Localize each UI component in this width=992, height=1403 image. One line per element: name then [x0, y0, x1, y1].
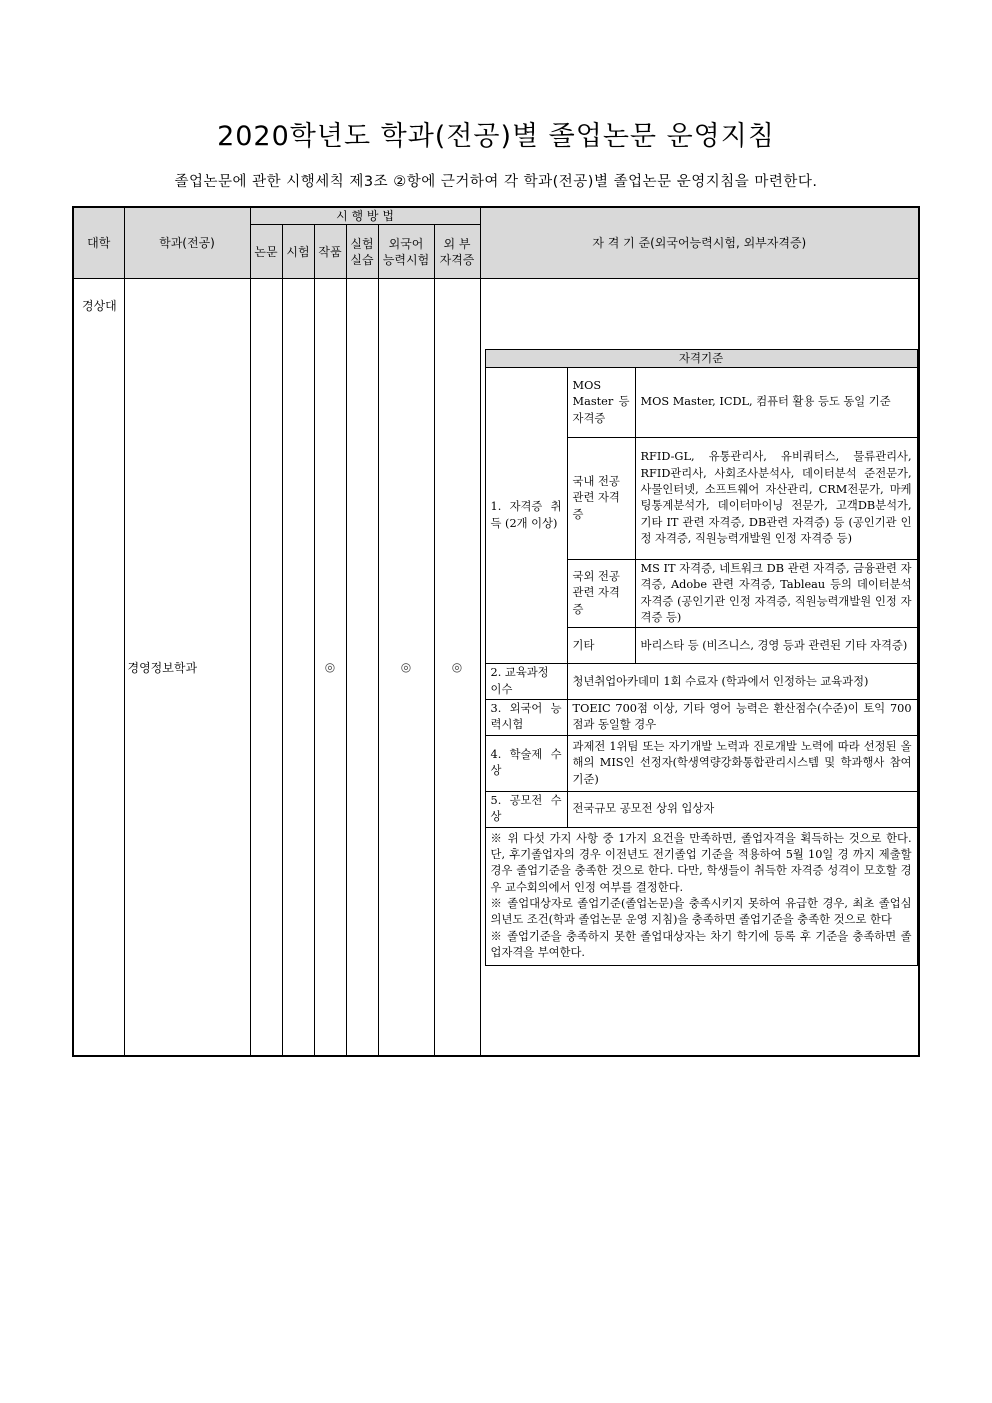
college-header: 대학: [73, 207, 124, 279]
criteria-table-header: 자격기준: [485, 350, 917, 368]
cert-desc: MS IT 자격증, 네트워크 DB 관련 자격증, 금융관련 자격증, Adobe 관련 자격증, Tableau 등의 데이터분석 자격증 (공인기관 인정 자격증, 직원능력개발원 인정 자격증 등): [635, 559, 917, 628]
department-cell: 경영정보학과: [124, 279, 250, 1056]
college-cell: 경상대: [73, 279, 124, 1056]
criteria-item-label: 2. 교육과정 이수: [485, 664, 567, 700]
method-header-certificate: 외 부 자격증: [434, 225, 480, 279]
note-line: ※ 졸업기준을 충족하지 못한 졸업대상자는 차기 학기에 등록 후 기준을 충족하면 졸업자격을 부여한다.: [490, 929, 912, 960]
criteria-header: 자 격 기 준(외국어능력시험, 외부자격증): [480, 207, 919, 279]
cert-type: MOS Master 등 자격증: [567, 367, 635, 437]
cert-type: 국내 전공관련 자격증: [567, 437, 635, 559]
cert-desc: 바리스타 등 (비즈니스, 경영 등과 관련된 기타 자격증): [635, 628, 917, 664]
criteria-item-desc: 과제전 1위팀 또는 자기개발 노력과 진로개발 노력에 따라 선정된 올해의 MIS인 선정자(학생역량강화통합관리시스템 및 학과행사 참여 기준): [567, 735, 917, 791]
criteria-item-desc: 청년취업아카데미 1회 수료자 (학과에서 인정하는 교육과정): [567, 664, 917, 700]
page-subtitle: 졸업논문에 관한 시행세칙 제3조 ②항에 근거하여 각 학과(전공)별 졸업논문 운영지침을 마련한다.: [174, 174, 818, 190]
method-header-work: 작품: [314, 225, 346, 279]
method-header-language: 외국어 능력시험: [378, 225, 434, 279]
guideline-table: [72, 206, 920, 1057]
criteria-item-desc: TOEIC 700점 이상, 기타 영어 능력은 환산점수(수준)이 토익 700점과 동일할 경우: [567, 700, 917, 736]
criteria-notes: [485, 827, 917, 965]
mark-work: ◎: [314, 279, 346, 1056]
cert-desc: MOS Master, ICDL, 컴퓨터 활용 등도 동일 기준: [635, 367, 917, 437]
cert-type: 국외 전공관련 자격증: [567, 559, 635, 628]
criteria-item-label: 5. 공모전 수상: [485, 791, 567, 827]
method-group-header: 시 행 방 법: [250, 207, 480, 225]
mark-exam: [282, 279, 314, 1056]
mark-lab: [346, 279, 378, 1056]
mark-thesis: [250, 279, 282, 1056]
cert-desc: RFID-GL, 유통관리사, 유비쿼터스, 물류관리사, RFID관리사, 사회조사분석사, 데이터분석 준전문가, 사물인터넷, 소프트웨어 자산관리, CRM전문가, 마케팅통계분석가, 데이터마이닝 전문가, 고객DB분석가, 기타 IT 관련 자격증, DB관련 자격증) 등 (공인기관 인정 자격증, 직원능력개발원 인정 자격증 등): [635, 437, 917, 559]
criteria-cell: [480, 279, 919, 1056]
criteria-item-desc: 전국규모 공모전 상위 입상자: [567, 791, 917, 827]
criteria-table: [485, 349, 918, 965]
criteria-item-label: 1. 자격증 취득 (2개 이상): [485, 367, 567, 664]
mark-language: ◎: [378, 279, 434, 1056]
department-header: 학과(전공): [124, 207, 250, 279]
method-header-lab: 실험 실습: [346, 225, 378, 279]
note-line: ※ 위 다섯 가지 사항 중 1가지 요건을 만족하면, 졸업자격을 획득하는 것으로 한다. 단, 후기졸업자의 경우 이전년도 전기졸업 기준을 적용하여 5월 10일 경 까지 제출할 경우 졸업기준을 충족한 것으로 한다. 다만, 학생들이 취득한 자격증 성격이 모호할 경우 교수회의에서 인정 여부를 결정한다.: [490, 831, 912, 894]
cert-type: 기타: [567, 628, 635, 664]
method-header-thesis: 논문: [250, 225, 282, 279]
method-header-exam: 시험: [282, 225, 314, 279]
criteria-item-label: 3. 외국어 능력시험: [485, 700, 567, 736]
note-line: ※ 졸업대상자로 졸업기준(졸업논문)을 충족시키지 못하여 유급한 경우, 최초 졸업심의년도 조건(학과 졸업논문 운영 지침)을 충족하면 졸업기준을 충족한 것으로 한다: [490, 897, 912, 927]
page-title: 2020학년도 학과(전공)별 졸업논문 운영지침: [217, 121, 775, 152]
criteria-item-label: 4. 학술제 수상: [485, 735, 567, 791]
mark-certificate: ◎: [434, 279, 480, 1056]
